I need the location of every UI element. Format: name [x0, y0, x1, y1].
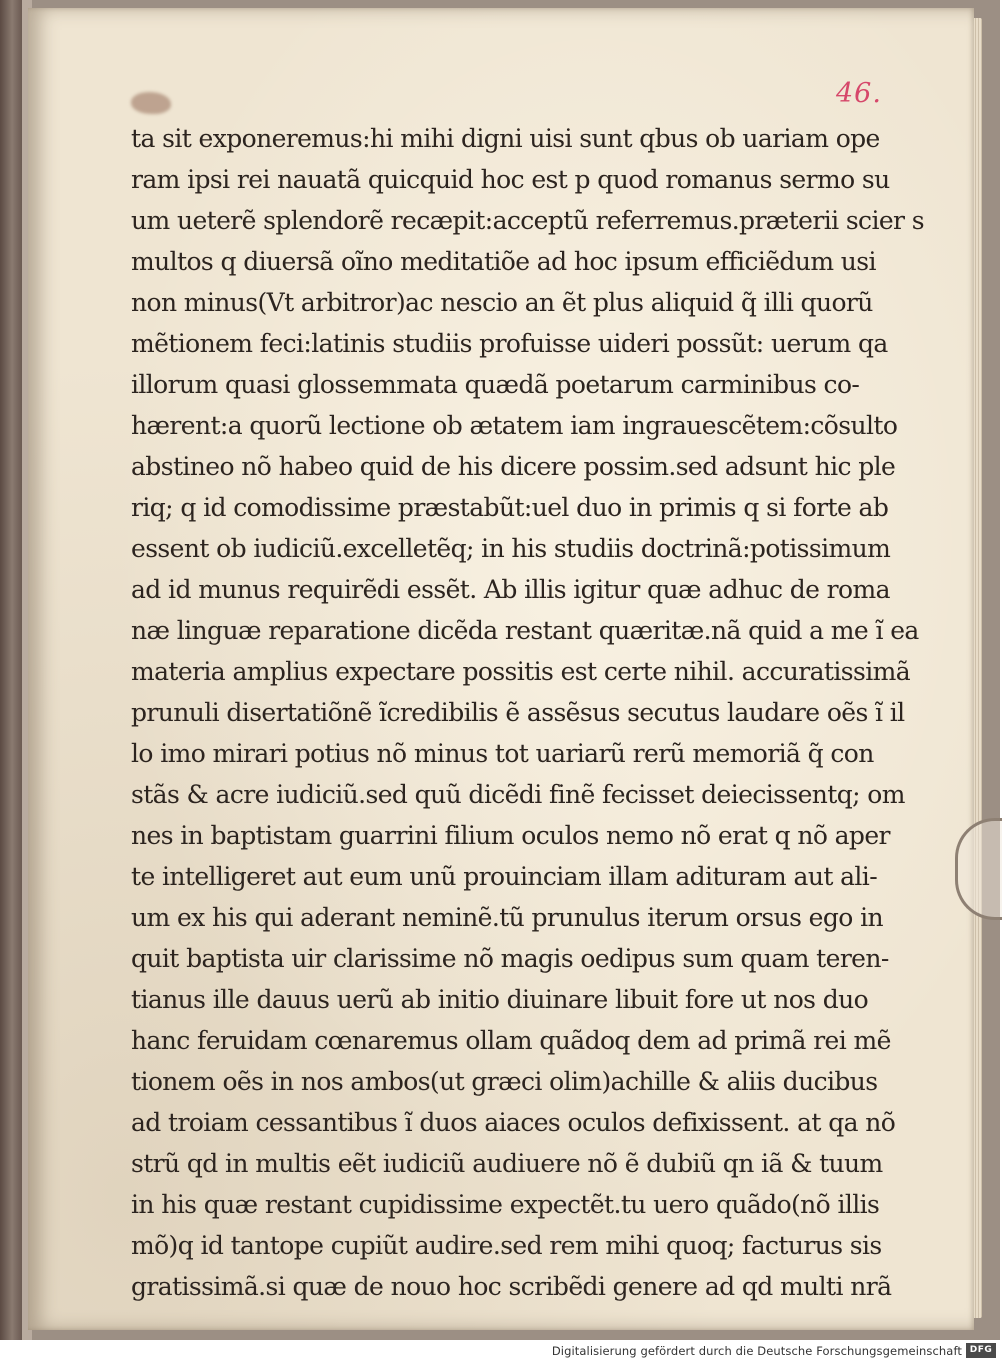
text-line: materia amplius expectare possitis est certe nihil. accuratissimã: [131, 657, 911, 686]
text-line: mõ)q id tantope cupiũt audire.sed rem mihi quoq; facturus sis: [131, 1231, 882, 1260]
text-line: strũ qd in multis eẽt iudiciũ audiuere nõ ẽ dubiũ qn iã & tuum: [131, 1149, 883, 1178]
text-line: nes in baptistam guarrini filium oculos nemo nõ erat q nõ aper: [131, 821, 890, 850]
text-line: ta sit exponeremus:hi mihi digni uisi sunt qbus ob uariam ope: [131, 124, 880, 153]
text-line: multos q diuersã oĩno meditatiõe ad hoc ipsum efficiẽdum usi: [131, 247, 876, 276]
text-line: gratissimã.si quæ de nouo hoc scribẽdi genere ad qd multi nrã: [131, 1272, 892, 1301]
digitization-credit: Digitalisierung gefördert durch die Deutsche Forschungsgemeinschaft: [551, 1344, 962, 1358]
text-line: hærent:a quorũ lectione ob ætatem iam ingrauescẽtem:cõsulto: [131, 411, 898, 440]
text-line: tianus ille dauus uerũ ab initio diuinare libuit fore ut nos duo: [131, 985, 869, 1014]
text-line: essent ob iudiciũ.excelletẽq; in his studiis doctrinã:potissimum: [131, 534, 891, 563]
text-line: prunuli disertatiõnẽ ĩcredibilis ẽ assẽsus secutus laudare oẽs ĩ il: [131, 698, 905, 727]
footer-bar: [0, 1340, 1000, 1362]
text-line: mẽtionem feci:latinis studiis profuisse uideri possũt: uerum qa: [131, 329, 888, 358]
text-line: te intelligeret aut eum unũ prouinciam illam adituram aut ali-: [131, 862, 878, 891]
ink-stain: [131, 92, 171, 114]
text-line: um ueterẽ splendorẽ recæpit:acceptũ referremus.præterii scier s: [131, 206, 924, 235]
text-line: um ex his qui aderant neminẽ.tũ prunulus iterum orsus ego in: [131, 903, 883, 932]
text-line: riq; q id comodissime præstabũt:uel duo in primis q si forte ab: [131, 493, 889, 522]
text-line: non minus(Vt arbitror)ac nescio an ẽt plus aliquid q̃ illi quorũ: [131, 288, 873, 317]
text-line: stãs & acre iudiciũ.sed quũ dicẽdi finẽ fecisset deiecissentq; om: [131, 780, 905, 809]
dfg-logo-icon: DFG: [966, 1343, 996, 1358]
text-line: in his quæ restant cupidissime expectẽt.tu uero quãdo(nõ illis: [131, 1190, 880, 1219]
text-line: hanc feruidam cœnaremus ollam quãdoq dem ad primã rei mẽ: [131, 1026, 891, 1055]
folio-number: 46.: [836, 78, 882, 109]
text-line: ad troiam cessantibus ĩ duos aiaces oculos defixissent. at qa nõ: [131, 1108, 896, 1137]
text-line: tionem oẽs in nos ambos(ut græci olim)achille & aliis ducibus: [131, 1067, 878, 1096]
book-binding: [0, 0, 22, 1340]
text-line: ad id munus requirẽdi essẽt. Ab illis igitur quæ adhuc de roma: [131, 575, 890, 604]
text-line: næ linguæ reparatione dicẽda restant quæritæ.nã quid a me ĩ ea: [131, 616, 919, 645]
text-line: abstineo nõ habeo quid de his dicere possim.sed adsunt hic ple: [131, 452, 896, 481]
text-line: illorum quasi glossemmata quædã poetarum carminibus co-: [131, 370, 860, 399]
text-line: lo imo mirari potius nõ minus tot uariarũ rerũ memoriã q̃ con: [131, 739, 874, 768]
text-block: [131, 118, 924, 1307]
text-line: ram ipsi rei nauatã quicquid hoc est p quod romanus sermo su: [131, 165, 890, 194]
text-line: quit baptista uir clarissime nõ magis oedipus sum quam teren-: [131, 944, 889, 973]
